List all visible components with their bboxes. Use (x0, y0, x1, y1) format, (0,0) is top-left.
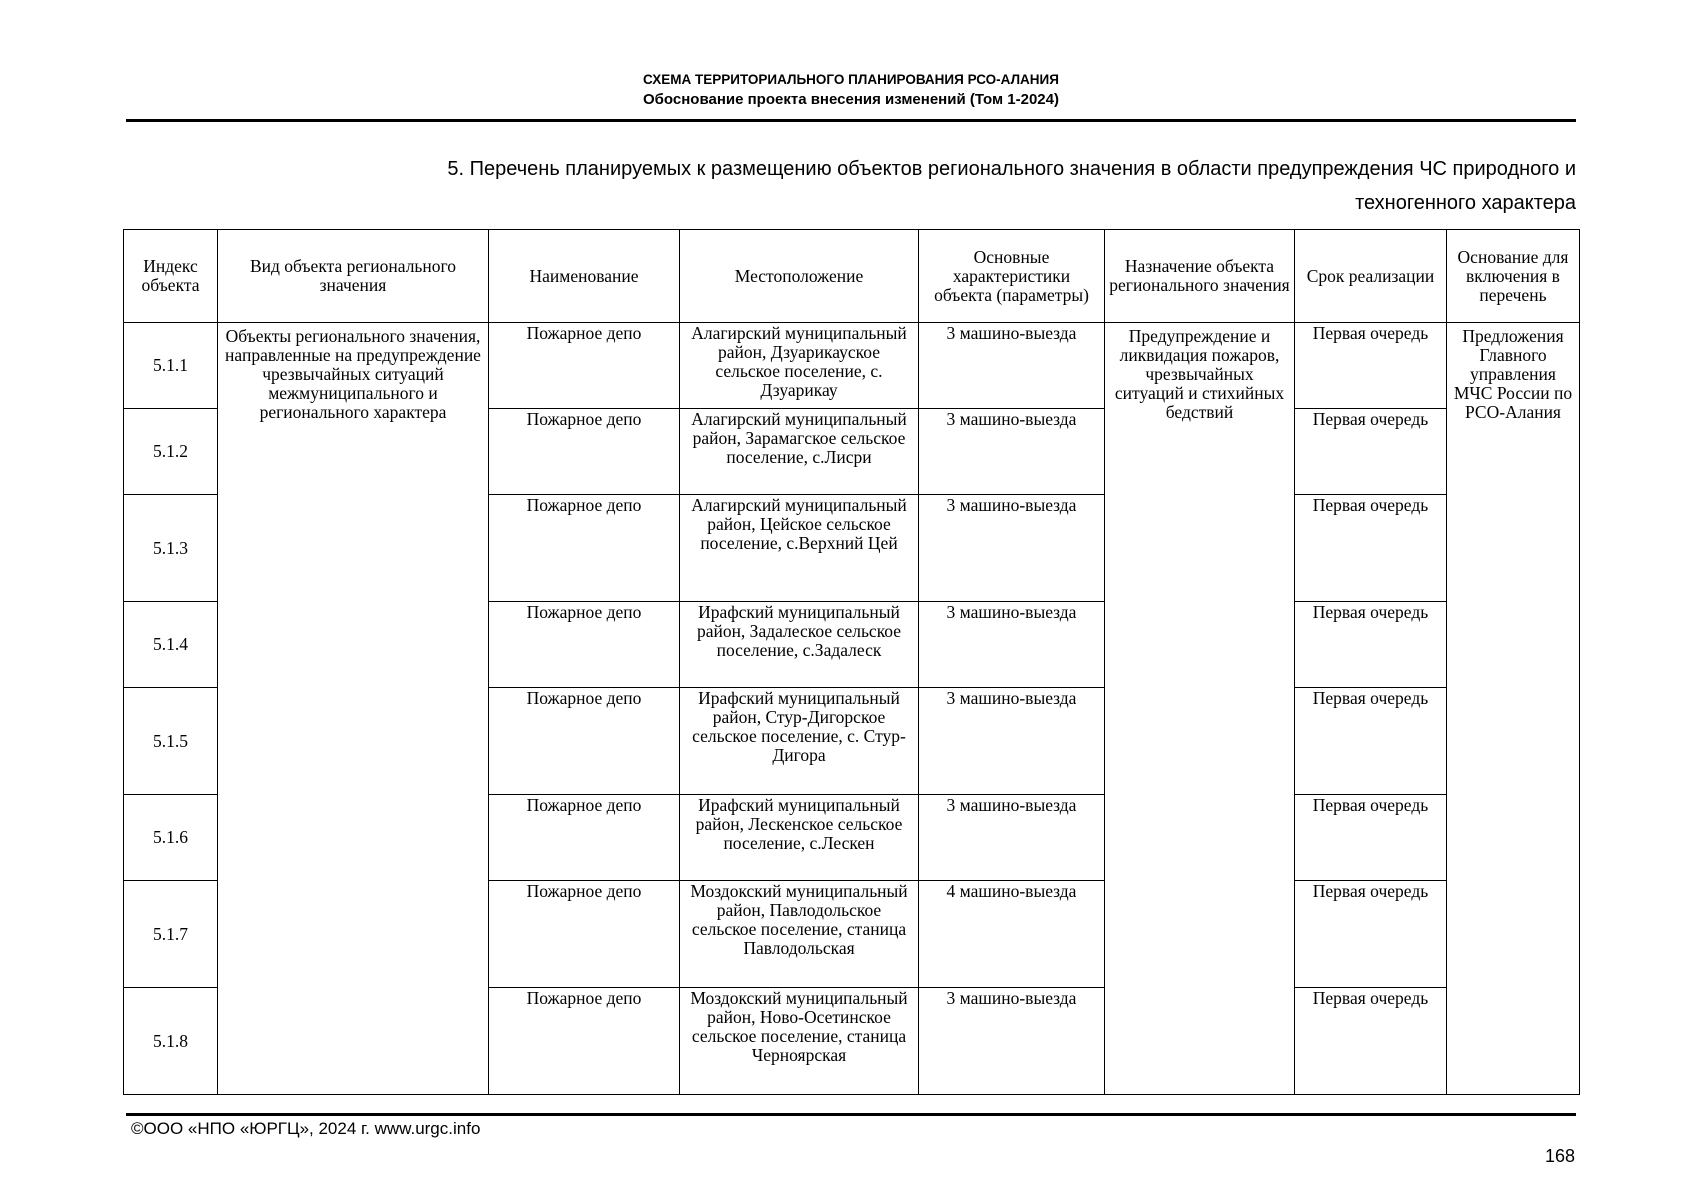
footer-rule (126, 1113, 1576, 1116)
row-location: Ирафский муниципальный район, Стур-Дигорское сельское поселение, с. Стур-Дигора (680, 688, 919, 795)
col-header-purpose: Назначение объекта регионального значения (1105, 230, 1295, 323)
col-header-name: Наименование (489, 230, 680, 323)
row-name: Пожарное депо (489, 881, 680, 988)
purpose-cell: Предупреждение и ликвидация пожаров, чрезвычайных ситуаций и стихийных бедствий (1105, 323, 1295, 1095)
row-params: 3 машино-выезда (919, 323, 1105, 409)
section-title-line-2: техногенного характера (1355, 192, 1576, 214)
row-term: Первая очередь (1295, 602, 1447, 688)
row-location: Алагирский муниципальный район, Цейское сельское поселение, с.Верхний Цей (680, 495, 919, 602)
row-params: 4 машино-выезда (919, 881, 1105, 988)
row-index: 5.1.2 (124, 409, 218, 495)
header-rule (126, 119, 1576, 122)
table-row (124, 323, 1580, 409)
col-header-params: Основные характеристики объекта (параметры) (919, 230, 1105, 323)
row-term: Первая очередь (1295, 688, 1447, 795)
footer-copyright: ©ООО «НПО «ЮРГЦ», 2024 г. www.urgc.info (131, 1119, 481, 1138)
table-header-row (124, 230, 1580, 323)
row-params: 3 машино-выезда (919, 688, 1105, 795)
row-name: Пожарное депо (489, 323, 680, 409)
objects-table (123, 229, 1580, 1095)
row-term: Первая очередь (1295, 495, 1447, 602)
row-term: Первая очередь (1295, 409, 1447, 495)
row-index: 5.1.7 (124, 881, 218, 988)
row-name: Пожарное депо (489, 795, 680, 881)
row-params: 3 машино-выезда (919, 409, 1105, 495)
section-title-line-1: 5. Перечень планируемых к размещению объектов регионального значения в области предупреждения ЧС природного и (447, 158, 1576, 180)
row-name: Пожарное депо (489, 688, 680, 795)
row-location: Ирафский муниципальный район, Задалеское сельское поселение, с.Задалеск (680, 602, 919, 688)
row-params: 3 машино-выезда (919, 795, 1105, 881)
col-header-object-type: Вид объекта регионального значения (218, 230, 489, 323)
col-header-location: Местоположение (680, 230, 919, 323)
row-index: 5.1.3 (124, 495, 218, 602)
row-params: 3 машино-выезда (919, 988, 1105, 1095)
row-location: Моздокский муниципальный район, Павлодольское сельское поселение, станица Павлодольская (680, 881, 919, 988)
header-title: СХЕМА ТЕРРИТОРИАЛЬНОГО ПЛАНИРОВАНИЯ РСО-АЛАНИЯ (643, 72, 1059, 87)
section-title (200, 152, 1576, 220)
row-params: 3 машино-выезда (919, 495, 1105, 602)
row-name: Пожарное депо (489, 602, 680, 688)
row-location: Моздокский муниципальный район, Ново-Осетинское сельское поселение, станица Черноярская (680, 988, 919, 1095)
document-header (126, 70, 1576, 110)
row-term: Первая очередь (1295, 881, 1447, 988)
row-location: Алагирский муниципальный район, Зарамагское сельское поселение, с.Лисри (680, 409, 919, 495)
row-term: Первая очередь (1295, 795, 1447, 881)
row-location: Ирафский муниципальный район, Лескенское сельское поселение, с.Лескен (680, 795, 919, 881)
row-term: Первая очередь (1295, 988, 1447, 1095)
row-name: Пожарное депо (489, 495, 680, 602)
col-header-index: Индекс объекта (124, 230, 218, 323)
row-index: 5.1.4 (124, 602, 218, 688)
col-header-term: Срок реализации (1295, 230, 1447, 323)
col-header-basis: Основание для включения в перечень (1447, 230, 1580, 323)
object-type-cell: Объекты регионального значения, направленные на предупреждение чрезвычайных ситуаций межмуниципального и регионального характера (218, 323, 489, 1095)
row-index: 5.1.5 (124, 688, 218, 795)
row-term: Первая очередь (1295, 323, 1447, 409)
row-index: 5.1.8 (124, 988, 218, 1095)
row-params: 3 машино-выезда (919, 602, 1105, 688)
page-number: 168 (1544, 1146, 1575, 1166)
basis-cell: Предложения Главного управления МЧС России по РСО-Алания (1447, 323, 1580, 1095)
header-subtitle: Обоснование проекта внесения изменений (Том 1-2024) (643, 91, 1059, 108)
row-index: 5.1.6 (124, 795, 218, 881)
row-location: Алагирский муниципальный район, Дзуарикауское сельское поселение, с. Дзуарикау (680, 323, 919, 409)
row-name: Пожарное депо (489, 409, 680, 495)
row-index: 5.1.1 (124, 323, 218, 409)
row-name: Пожарное депо (489, 988, 680, 1095)
